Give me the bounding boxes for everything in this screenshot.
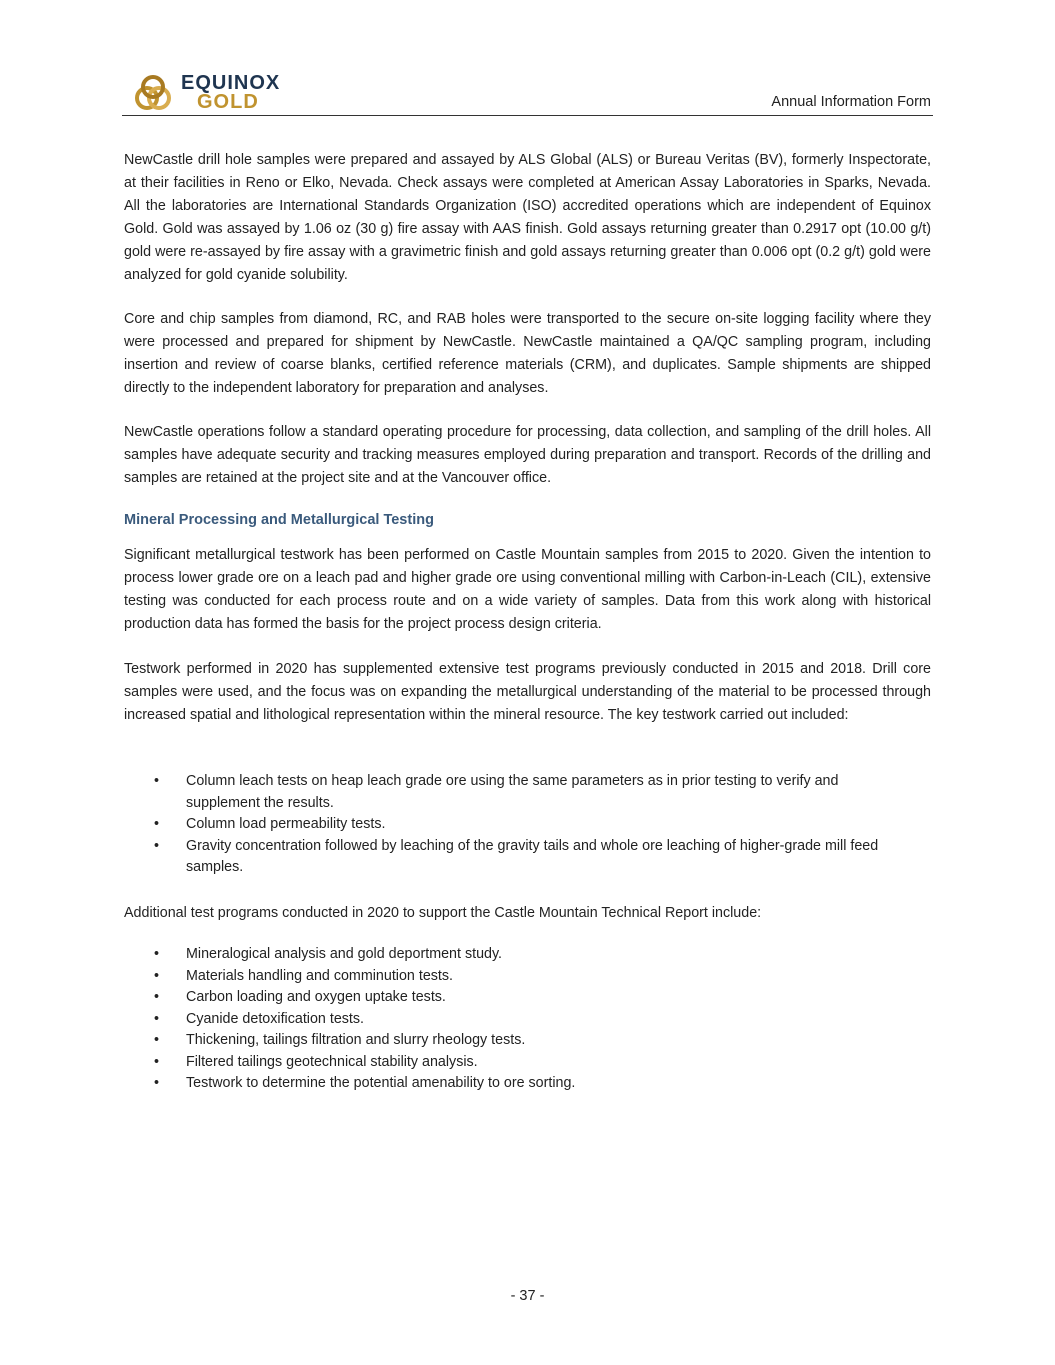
list-item: • Column load permeability tests. [124, 814, 896, 836]
list-item: • Carbon loading and oxygen uptake tests. [124, 987, 896, 1009]
additional-tests-list [124, 944, 931, 1095]
section-heading: Mineral Processing and Metallurgical Testing [124, 512, 434, 528]
header-divider [122, 115, 933, 116]
company-logo [133, 72, 280, 114]
page-number: - 37 - [510, 1288, 545, 1304]
list-item: • Thickening, tailings filtration and slurry rheology tests. [124, 1030, 896, 1052]
list-item: • Mineralogical analysis and gold deportment study. [124, 944, 896, 966]
paragraph: Testwork performed in 2020 has supplemented extensive test programs previously conducted in 2015 and 2018. Drill core samples were used, and the focus was on expanding the metallurgical understanding of the material to be processed through increased spatial and lithological representation within the mineral resource. The key testwork carried out included: [124, 661, 931, 724]
logo-text-equinox: EQUINOX [181, 72, 281, 94]
list-item: • Gravity concentration followed by leaching of the gravity tails and whole ore leaching of higher-grade mill feed samples. [124, 836, 896, 879]
list-item: • Materials handling and comminution tests. [124, 966, 896, 988]
key-testwork-list [124, 771, 931, 879]
list-item: • Testwork to determine the potential amenability to ore sorting. [124, 1073, 896, 1095]
logo-swirl-icon [133, 72, 173, 114]
logo-text-gold: GOLD [197, 91, 259, 113]
list-item: • Column leach tests on heap leach grade ore using the same parameters as in prior testing to verify and supplement the results. [124, 771, 896, 814]
list-item: • Cyanide detoxification tests. [124, 1009, 896, 1031]
paragraph: Significant metallurgical testwork has been performed on Castle Mountain samples from 2015 to 2020. Given the intention to process lower grade ore on a leach pad and higher grade ore using conventional milling with Carbon-in-Leach (CIL), extensive testing was conducted for each process route and on a wide variety of samples. Data from this work along with historical production data has formed the basis for the project process design criteria. [124, 547, 931, 633]
paragraph: NewCastle drill hole samples were prepared and assayed by ALS Global (ALS) or Bureau Veritas (BV), formerly Inspectorate, at their facilities in Reno or Elko, Nevada. Check assays were completed at American Assay Laboratories in Sparks, Nevada. All the laboratories are International Standards Organization (ISO) accredited operations which are independent of Equinox Gold. Gold was assayed by 1.06 oz (30 g) fire assay with AAS finish. Gold assays returning greater than 0.2917 opt (10.00 g/t) gold were re-assayed by fire assay with a gravimetric finish and gold assays returning greater than 0.006 opt (0.2 g/t) gold were analyzed for gold cyanide solubility. [124, 152, 931, 284]
list-item: • Filtered tailings geotechnical stability analysis. [124, 1052, 896, 1074]
header-title: Annual Information Form [771, 94, 931, 110]
paragraph: NewCastle operations follow a standard operating procedure for processing, data collection, and sampling of the drill holes. All samples have adequate security and tracking measures employed during preparation and transport. Records of the drilling and samples are retained at the project site and at the Vancouver office. [124, 424, 931, 487]
paragraph: Additional test programs conducted in 2020 to support the Castle Mountain Technical Report include: [124, 905, 762, 922]
paragraph: Core and chip samples from diamond, RC, and RAB holes were transported to the secure on-site logging facility where they were processed and prepared for shipment by NewCastle. NewCastle maintained a QA/QC sampling program, including insertion and review of coarse blanks, certified reference materials (CRM), and duplicates. Sample shipments are shipped directly to the independent laboratory for preparation and analyses. [124, 311, 931, 397]
